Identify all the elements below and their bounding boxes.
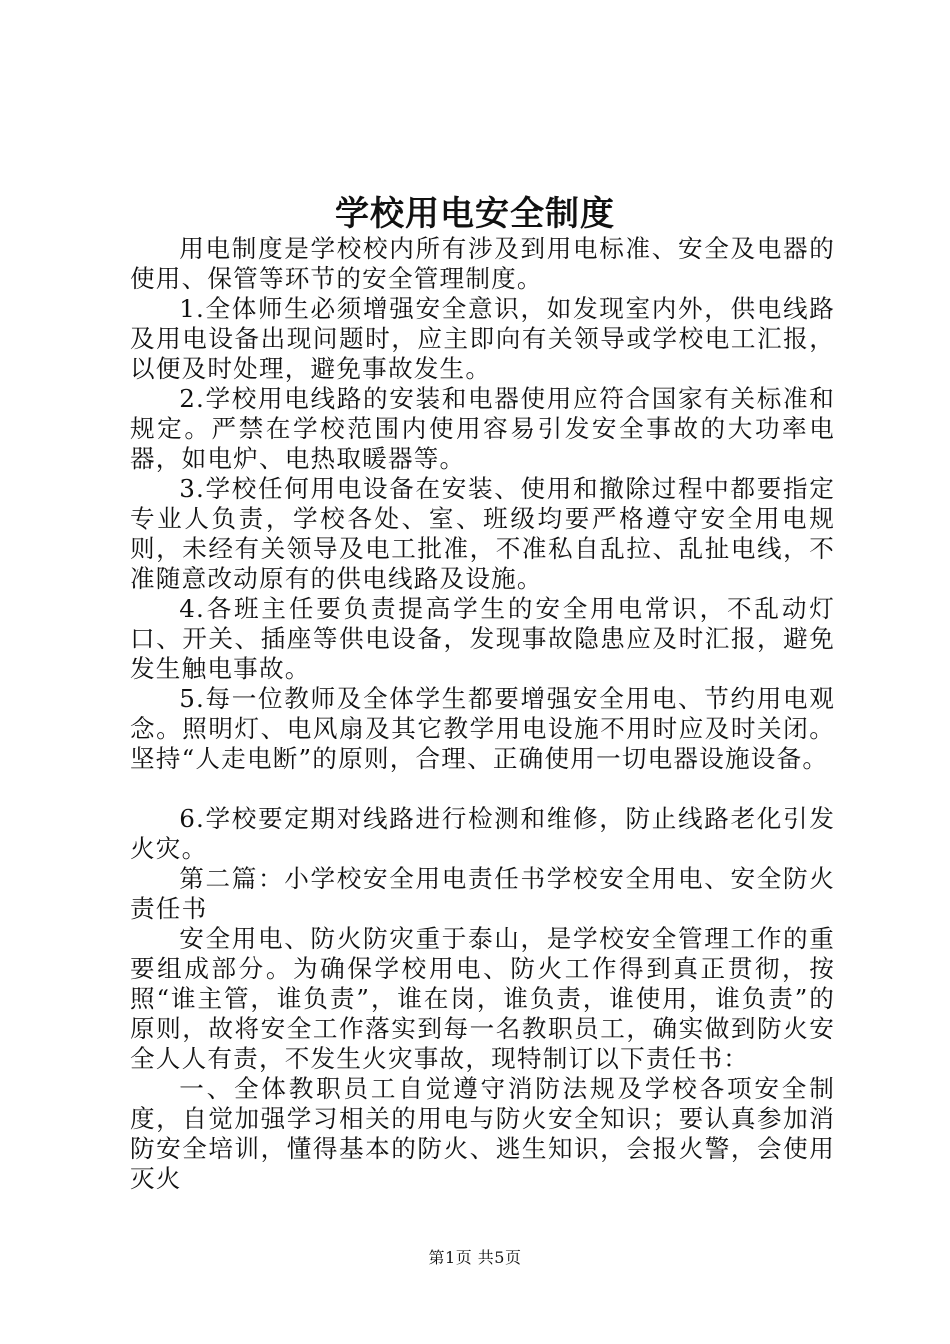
page-footer: 第1页 共5页 <box>428 1248 522 1267</box>
document-title: 学校用电安全制度 <box>335 194 615 234</box>
rule-3-paragraph: 3.学校任何用电设备在安装、使用和撤除过程中都要指定专业人负责，学校各处、室、班级均要严格遵守安全用电规则，未经有关领导及电工批准，不准私自乱拉、乱扯电线，不准随意改动原有的供电线路及设施。 <box>130 474 835 593</box>
section-two-heading: 第二篇：小学校安全用电责任书学校安全用电、安全防火责任书 <box>130 864 835 923</box>
rule-2-paragraph: 2.学校用电线路的安装和电器使用应符合国家有关标准和规定。严禁在学校范围内使用容易引发安全事故的大功率电器，如电炉、电热取暖器等。 <box>130 384 835 473</box>
rule-4-paragraph: 4.各班主任要负责提高学生的安全用电常识，不乱动灯口、开关、插座等供电设备，发现事故隐患应及时汇报，避免发生触电事故。 <box>130 594 835 683</box>
responsibility-item-1-paragraph: 一、全体教职员工自觉遵守消防法规及学校各项安全制度，自觉加强学习相关的用电与防火安全知识；要认真参加消防安全培训，懂得基本的防火、逃生知识，会报火警，会使用灭火 <box>130 1074 835 1193</box>
document-body <box>130 234 835 1194</box>
intro-paragraph: 用电制度是学校校内所有涉及到用电标准、安全及电器的使用、保管等环节的安全管理制度。 <box>130 234 835 293</box>
rule-6-paragraph: 6.学校要定期对线路进行检测和维修，防止线路老化引发火灾。 <box>130 804 835 863</box>
rule-1-paragraph: 1.全体师生必须增强安全意识，如发现室内外，供电线路及用电设备出现问题时，应主即向有关领导或学校电工汇报，以便及时处理，避免事故发生。 <box>130 294 835 383</box>
responsibility-intro-paragraph: 安全用电、防火防灾重于泰山，是学校安全管理工作的重要组成部分。为确保学校用电、防火工作得到真正贯彻，按照“谁主管，谁负责”，谁在岗，谁负责，谁使用，谁负责”的原则，故将安全工作落实到每一名教职员工，确实做到防火安全人人有责，不发生火灾事故，现特制订以下责任书： <box>130 924 835 1073</box>
rule-5-paragraph: 5.每一位教师及全体学生都要增强安全用电、节约用电观念。照明灯、电风扇及其它教学用电设施不用时应及时关闭。坚持“人走电断”的原则，合理、正确使用一切电器设施设备。 <box>130 684 835 773</box>
